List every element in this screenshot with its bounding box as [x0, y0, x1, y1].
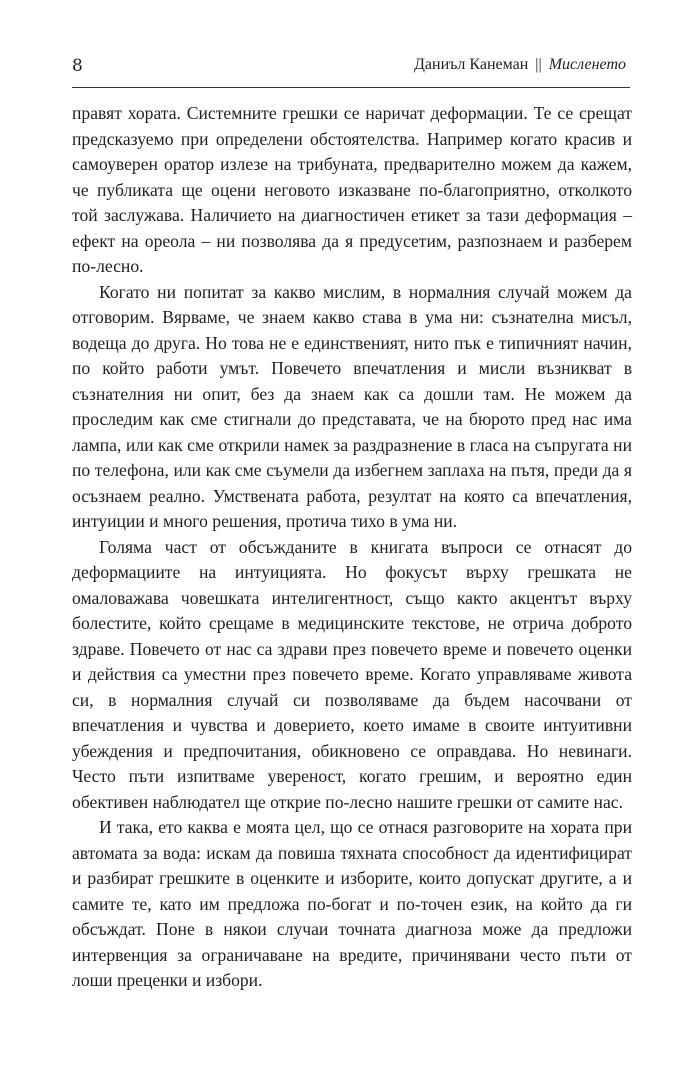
- body-text: [72, 101, 632, 994]
- author-name: Даниъл Канеман: [413, 56, 529, 73]
- header-rule: [72, 87, 630, 88]
- paragraph: Когато ни попитат за какво мислим, в нормалния случай можем да отговорим. Вярваме, че знаем какво става в ума ни: съзнателна мисъл, водеща до друга. Но това не е единственият, нито пък е типичният начин, по който работи умът. Повечето впечатления и мисли възникват в съзнателния ни опит, без да знаем как са дошли там. Не можем да проследим как сме стигнали до представата, че на бюрото пред нас има лампа, или как сме открили намек за раздразнение в гласа на съпругата ни по телефона, или как сме съумели да избегнем заплаха на пътя, преди да я осъзнаем реално. Умствената работа, резултат на която са впечатления, интуиции и много решения, протича тихо в ума ни.: [72, 281, 632, 531]
- paragraph: И така, ето каква е моята цел, що се отнася разговорите на хората при автомата за вода: искам да повиша тяхната способност да идентифицират и разбират грешките в оценките и изборите, които допускат другите, а и самите те, като им предложа по-богат и по-точен език, на който да ги обсъждат. Поне в някои случаи точната диагноза може да предложи интервенция за ограничаване на вредите, причинявани често пъти от лоши преценки и избори.: [72, 817, 632, 990]
- book-title: Мисленето: [548, 56, 626, 73]
- running-header: [414, 56, 626, 74]
- header-separator: ||: [535, 56, 542, 73]
- paragraph: Голяма част от обсъжданите в книгата въпроси се отнасят до деформациите на интуицията. Но фокусът върху грешката не омаловажава човешката интелигентност, също както акцентът върху болестите, който срещаме в медицинските текстове, не отрича доброто здраве. Повечето от нас са здрави през повечето време и повечето оценки и действия са уместни през повечето време. Когато управляваме живота си, в нормалния случай си позволяваме да бъдем насочвани от впечатления и чувства и доверието, което имаме в своите интуитивни убеждения и предпочитания, обикновено се оправдава. Но невинаги. Често пъти изпитваме увереност, когато грешим, и вероятно един обективен наблюдател ще открие по-лесно нашите грешки от самите нас.: [72, 536, 632, 812]
- paragraph: правят хората. Системните грешки се наричат деформации. Те се срещат предсказуемо при определени обстоятелства. Например когато красив и самоуверен оратор излезе на трибуната, предварително можем да кажем, че публиката ще оцени неговото изказване по-благоприятно, отколкото той заслужава. Наличието на диагностичен етикет за тази деформация – ефект на ореола – ни позволява да я предусетим, разпознаем и разберем по-лесно.: [72, 103, 632, 276]
- page-number: 8: [72, 56, 83, 76]
